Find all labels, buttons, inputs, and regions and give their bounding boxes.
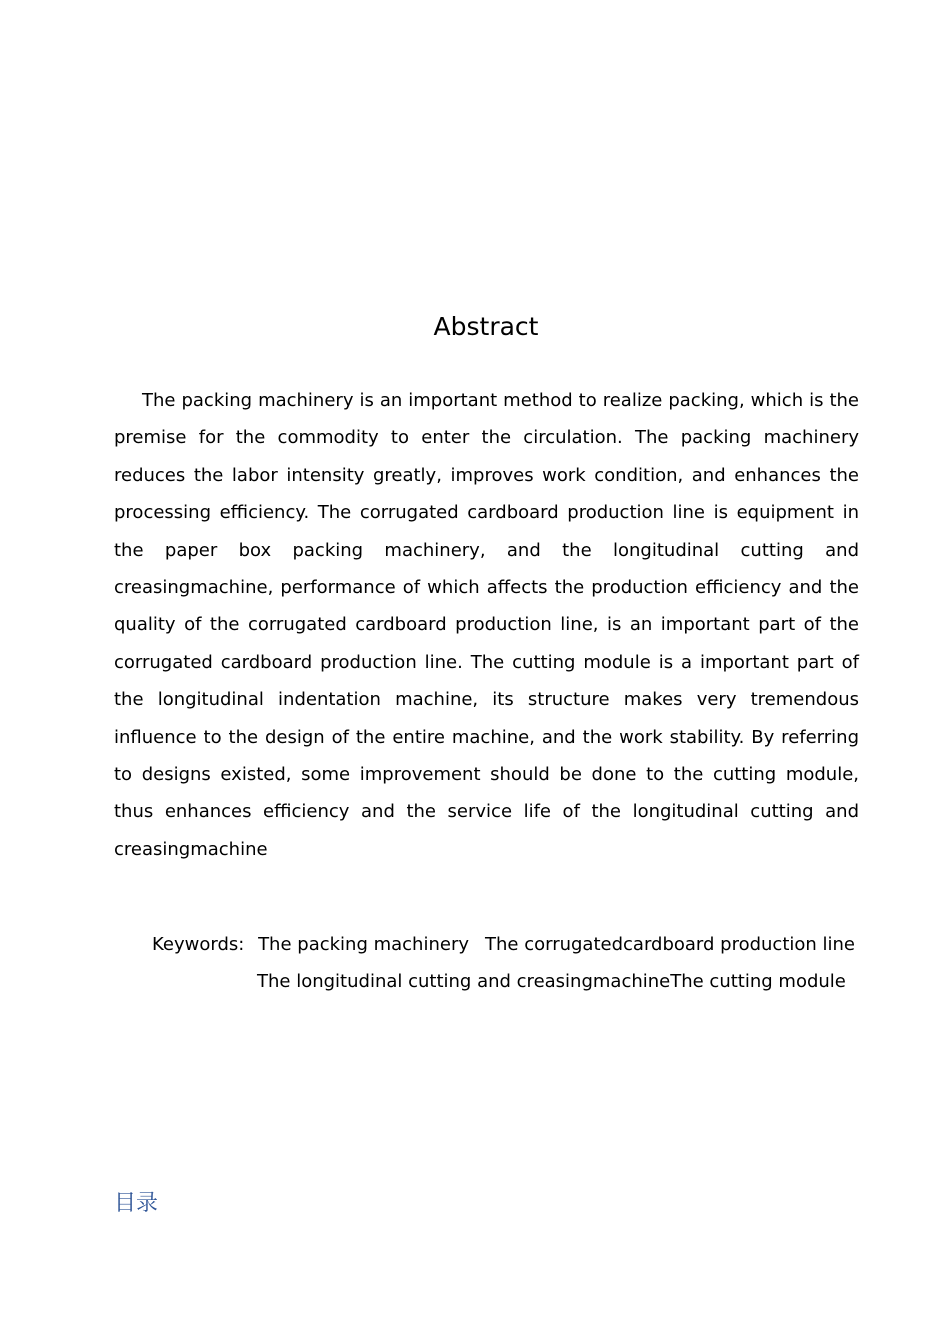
keyword-item: The corrugatedcardboard production line [485, 934, 856, 955]
keyword-item: The packing machinery [258, 934, 469, 955]
toc-heading: 目录 [114, 1191, 159, 1216]
keywords-section [114, 926, 859, 1000]
keyword-item: The longitudinal cutting and creasingmachineThe cutting module [257, 971, 846, 992]
abstract-title: Abstract [433, 312, 539, 341]
abstract-paragraph: The packing machinery is an important method to realize packing, which is the premise for the commodity to enter the circulation. The packing machinery reduces the labor intensity greatly, improves work condition, and enhances the processing efficiency. The corrugated cardboard production line is equipment in the paper box packing machinery, and the longitudinal cutting and creasingmachine, performance of which affects the production efficiency and the quality of the corrugated cardboard production line, is an important part of the corrugated cardboard production line. The cutting module is a important part of the longitudinal indentation machine, its structure makes very tremendous influence to the design of the entire machine, and the work stability. By referring to designs existed, some improvement should be done to the cutting module, thus enhances efficiency and the service life of the longitudinal cutting and creasingmachine [114, 390, 859, 860]
keywords-line [114, 926, 859, 963]
keywords-label: Keywords: [152, 934, 245, 955]
